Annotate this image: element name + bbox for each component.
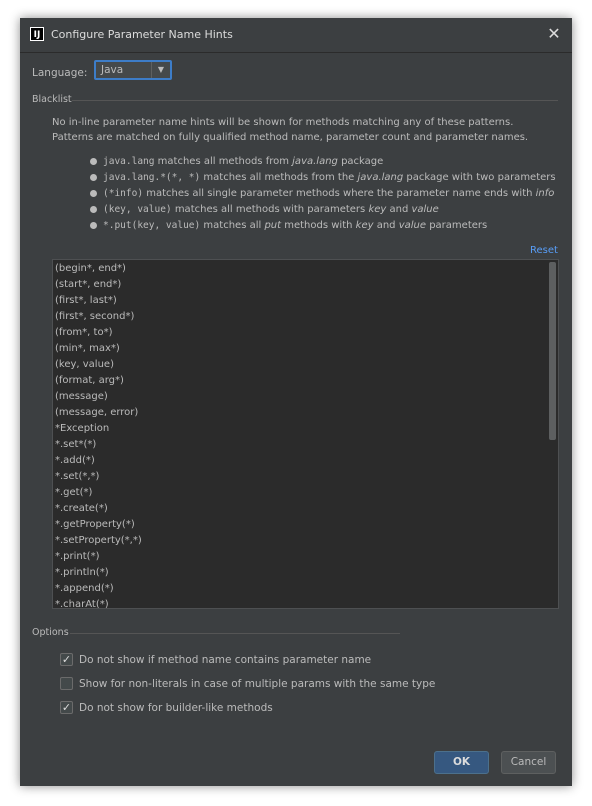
title-bar <box>20 18 572 53</box>
pattern-line: *.print(*) <box>55 551 100 562</box>
pattern-line: (from*, to*) <box>55 327 113 338</box>
close-icon[interactable]: ✕ <box>547 24 561 43</box>
pattern-line: (message, error) <box>55 407 139 418</box>
option-label[interactable]: Show for non-literals in case of multiple params with the same type <box>79 678 436 690</box>
option-label[interactable]: Do not show for builder-like methods <box>79 702 273 714</box>
pattern-line: (first*, last*) <box>55 295 117 306</box>
ok-button[interactable]: OK <box>434 751 489 774</box>
pattern-line: *.create(*) <box>55 503 108 514</box>
example-italic: info <box>535 188 555 199</box>
pattern-example <box>90 156 383 167</box>
pattern-line: *.set*(*) <box>55 439 97 450</box>
example-italic: key <box>355 220 374 231</box>
language-label: Language: <box>32 67 88 79</box>
example-italic: java.lang <box>357 172 404 183</box>
example-code: *.put(key, value) <box>103 220 201 231</box>
pattern-example <box>90 172 556 183</box>
pattern-line: *Exception <box>55 423 110 434</box>
blacklist-description-line2: Patterns are matched on fully qualified method name, parameter count and parameter names. <box>52 132 529 143</box>
pattern-line: (format, arg*) <box>55 375 124 386</box>
options-section-title: Options <box>32 627 69 638</box>
pattern-line: (begin*, end*) <box>55 263 126 274</box>
checkbox-unchecked[interactable] <box>60 677 73 690</box>
pattern-line: *.get(*) <box>55 487 93 498</box>
options-divider <box>70 633 400 634</box>
pattern-line: (key, value) <box>55 359 114 370</box>
example-text: package with two parameters <box>403 172 556 183</box>
example-text: methods with <box>281 220 356 231</box>
dialog-title: Configure Parameter Name Hints <box>51 28 233 41</box>
checkbox-checked[interactable]: ✓ <box>61 701 72 714</box>
cancel-button[interactable]: Cancel <box>501 751 556 774</box>
blacklist-divider <box>72 100 558 101</box>
pattern-line: *.println(*) <box>55 567 109 578</box>
pattern-line: (message) <box>55 391 108 402</box>
example-text: matches all methods from the <box>200 172 358 183</box>
reset-link[interactable]: Reset <box>530 245 558 256</box>
example-text: and <box>373 220 399 231</box>
pattern-line: *.append(*) <box>55 583 114 594</box>
example-text: matches all methods from <box>154 156 293 167</box>
example-text: matches all methods with parameters <box>171 204 369 215</box>
bullet-icon <box>90 158 97 165</box>
bullet-icon <box>90 206 97 213</box>
example-code: java.lang <box>103 156 155 167</box>
configure-parameter-name-hints-dialog <box>20 18 572 786</box>
chevron-down-icon[interactable]: ▼ <box>151 62 170 78</box>
example-code: (*info) <box>103 188 144 199</box>
pattern-line: (first*, second*) <box>55 311 135 322</box>
blacklist-section-title: Blacklist <box>32 94 72 105</box>
pattern-line: *.set(*,*) <box>55 471 100 482</box>
bullet-icon <box>90 174 97 181</box>
pattern-line: *.setProperty(*,*) <box>55 535 142 546</box>
pattern-line: (start*, end*) <box>55 279 122 290</box>
example-italic: key <box>368 204 387 215</box>
option-label[interactable]: Do not show if method name contains parameter name <box>79 654 372 666</box>
pattern-example <box>90 220 487 231</box>
pattern-line: *.charAt(*) <box>55 599 109 609</box>
bullet-icon <box>90 222 97 229</box>
language-dropdown[interactable] <box>94 60 172 80</box>
example-text: and <box>386 204 412 215</box>
scrollbar-thumb[interactable] <box>549 262 556 440</box>
pattern-line: (min*, max*) <box>55 343 120 354</box>
blacklist-patterns-editor[interactable] <box>52 259 559 609</box>
pattern-line: *.getProperty(*) <box>55 519 135 530</box>
example-text: parameters <box>426 220 488 231</box>
example-code: java.lang.*(*, *) <box>103 172 201 183</box>
bullet-icon <box>90 190 97 197</box>
pattern-line: *.add(*) <box>55 455 95 466</box>
blacklist-description-line1: No in-line parameter name hints will be shown for methods matching any of these patterns. <box>52 117 514 128</box>
intellij-app-icon: IJ <box>30 27 44 41</box>
language-selected-value: Java <box>101 64 124 76</box>
example-text: package <box>337 156 384 167</box>
example-code: (key, value) <box>103 204 172 215</box>
example-italic: value <box>411 204 439 215</box>
checkbox-checked[interactable]: ✓ <box>61 653 72 666</box>
example-text: matches all <box>200 220 265 231</box>
example-italic: put <box>264 220 282 231</box>
example-text: matches all single parameter methods where the parameter name ends with <box>143 188 536 199</box>
pattern-example <box>90 188 554 199</box>
example-italic: value <box>398 220 427 231</box>
pattern-example <box>90 204 439 215</box>
example-italic: java.lang <box>292 156 338 167</box>
